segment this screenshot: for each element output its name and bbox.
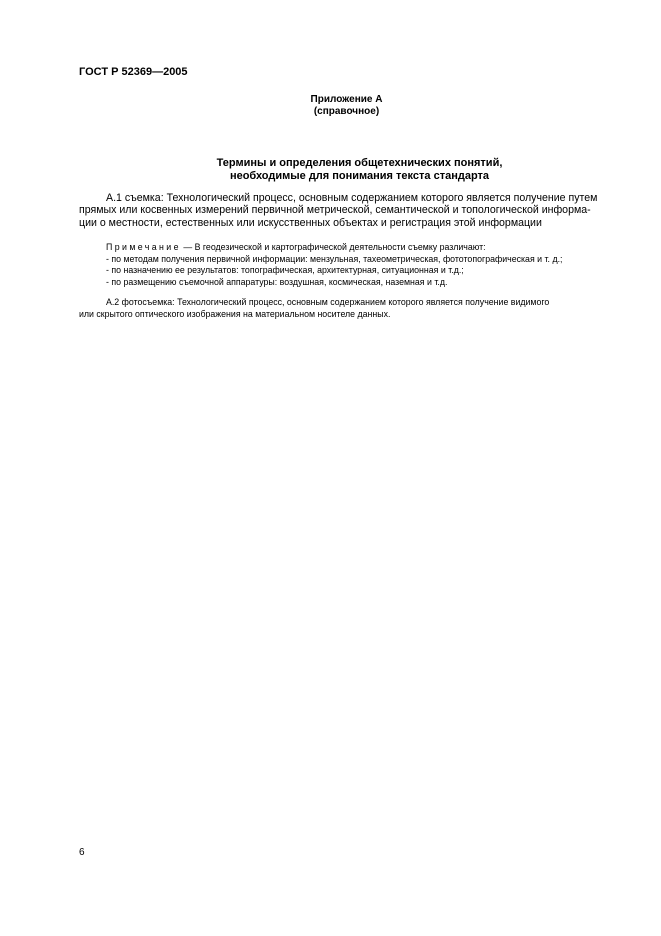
document-code: ГОСТ Р 52369—2005 [79,66,188,78]
page-number: 6 [79,847,85,858]
section-title-line-2: необходимые для понимания текста стандарта [229,170,490,182]
section-title-line-1: Термины и определения общетехнических понятий, [216,157,503,169]
annex-title: Приложение А [310,94,383,105]
annex-kind: (справочное) [313,106,380,117]
paragraph-a1 [79,192,616,229]
paragraph-line: прямых или косвенных измерений первичной метрической, семантической и топологической информа- [79,204,591,217]
annex-heading [0,94,661,118]
paragraph-line: ции о местности, естественных или искусственных объектах и регистрация этой информации [79,216,542,229]
note-item: - по размещению съемочной аппаратуры: воздушная, космическая, наземная и т.д. [106,276,448,287]
paragraph-line: А.1 съемка: Технологический процесс, основным содержанием которого является получение путем [106,192,598,204]
note-label: Примечание [106,242,181,252]
note-item: - по назначению ее результатов: топографическая, архитектурная, ситуационная и т.д.; [106,265,464,275]
note-item: - по методам получения первичной информации: мензульная, тахеометрическая, фототопографическая и т. д.; [106,253,563,264]
note-intro: — В геодезической и картографической деятельности съемку различают: [180,242,486,252]
paragraph-a2 [79,297,616,320]
section-title [79,157,616,183]
paragraph-line: А.2 фотосъемка: Технологический процесс, основным содержанием которого является получение видимого [106,297,550,307]
note-intro-line [79,242,616,254]
note-block [79,242,616,288]
paragraph-line: или скрытого оптического изображения на материальном носителе данных. [79,308,391,319]
